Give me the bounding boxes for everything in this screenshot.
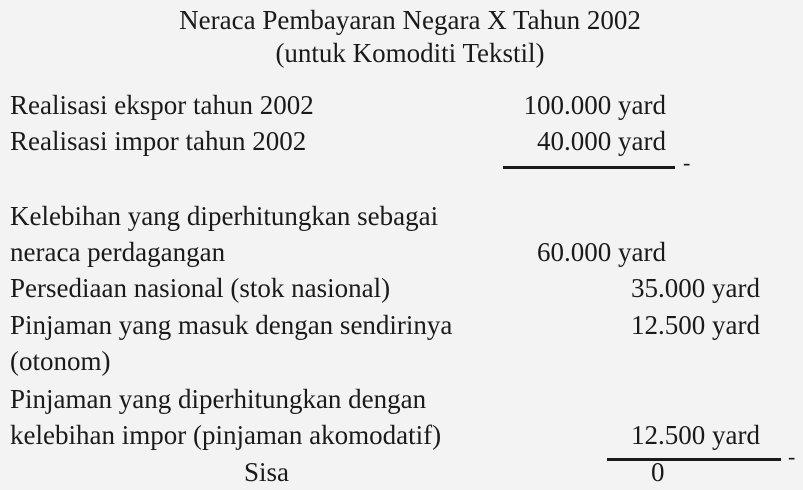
ekspor-label: Realisasi ekspor tahun 2002 [10, 90, 314, 120]
kelebihan-label-line2: neraca perdagangan [10, 237, 226, 267]
sisa-label: Sisa [244, 457, 290, 487]
kelebihan-label-line1: Kelebihan yang diperhitungkan sebagai [10, 201, 439, 231]
minus-sign-1: - [683, 150, 691, 175]
pinjaman-akomodatif-value: 12.500 yard [631, 420, 760, 450]
sisa-value: 0 [651, 457, 665, 487]
doc-title: Neraca Pembayaran Negara X Tahun 2002 [179, 5, 641, 35]
minus-sign-2: - [788, 444, 796, 469]
persediaan-value: 35.000 yard [631, 273, 760, 303]
pinjaman-otonom-value: 12.500 yard [631, 310, 760, 340]
impor-label: Realisasi impor tahun 2002 [10, 126, 307, 156]
persediaan-label: Persediaan nasional (stok nasional) [10, 273, 391, 303]
subtotal-rule-2 [607, 458, 781, 461]
pinjaman-akomodatif-label-line1: Pinjaman yang diperhitungkan dengan [10, 384, 427, 414]
pinjaman-otonom-label-line2: (otonom) [10, 346, 111, 376]
subtotal-rule-1 [503, 166, 675, 169]
pinjaman-otonom-label-line1: Pinjaman yang masuk dengan sendirinya [10, 310, 453, 340]
ekspor-value: 100.000 yard [523, 90, 666, 120]
doc-subtitle: (untuk Komoditi Tekstil) [275, 38, 545, 68]
impor-value: 40.000 yard [537, 126, 666, 156]
pinjaman-akomodatif-label-line2: kelebihan impor (pinjaman akomodatif) [10, 420, 442, 450]
kelebihan-value: 60.000 yard [537, 237, 666, 267]
